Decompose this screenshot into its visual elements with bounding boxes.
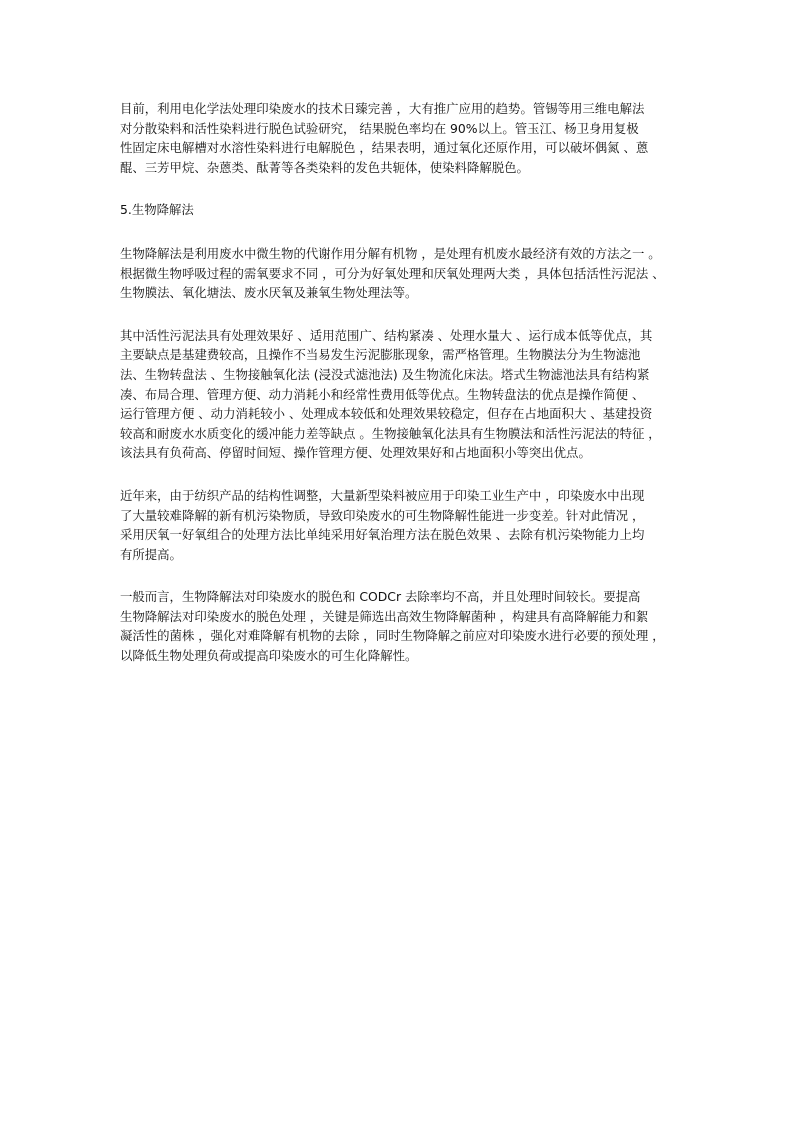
text-line: 近年来，由于纺织产品的结构性调整，大量新型染料被应用于印染工业生产中 ，印染废水中出现: [120, 487, 645, 503]
text-line: 了大量较难降解的新有机污染物质，导致印染废水的可生物降解性能进一步变差。针对此情况 ，: [120, 507, 645, 523]
text-line: 法、生物转盘法 、生物接触氧化法 (浸没式滤池法) 及生物流化床法。塔式生物滤池法具有结构紧: [120, 366, 650, 382]
text-line: 较高和耐废水水质变化的缓冲能力差等缺点 。生物接触氧化法具有生物膜法和活性污泥法的特征 ，: [120, 425, 661, 441]
text-line: 生物降解法对印染废水的脱色处理 ，关键是筛选出高效生物降解菌种 ，构建具有高降解能力和絮: [120, 608, 649, 624]
paragraph-electrochemical: [120, 99, 682, 177]
text-line: 其中活性污泥法具有处理效果好 、适用范围广、结构紧凑 、处理水量大 、运行成本低等优点，其: [120, 327, 653, 343]
text-line: 对分散染料和活性染料进行脱色试验研究， 结果脱色率均在 90%以上。管玉江、杨卫身用复极: [120, 120, 639, 136]
text-line: 该法具有负荷高、停留时间短、操作管理方便、处理效果好和占地面积小等突出优点。: [120, 445, 591, 461]
text-line: 有所提高。: [120, 546, 182, 562]
section-heading: 5.生物降解法: [120, 202, 194, 218]
paragraph-biodegradation-intro: [120, 244, 682, 303]
text-line: 醌、三芳甲烷、杂蒽类、酞菁等各类染料的发色共轭体，使染料降解脱色。: [120, 159, 529, 175]
text-line: 主要缺点是基建费较高，且操作不当易发生污泥膨胀现象，需严格管理。生物膜法分为生物滤池: [120, 347, 641, 363]
text-line: 运行管理方便 、动力消耗较小 、处理成本较低和处理效果较稳定，但存在占地面积大 、基建投资: [120, 406, 653, 422]
document-body: [120, 99, 682, 689]
paragraph-conclusion: [120, 587, 682, 665]
paragraph-recent-years: [120, 486, 682, 564]
text-line: 生物膜法、氧化塘法、废水厌氧及兼氧生物处理法等。: [120, 285, 418, 301]
text-line: 生物降解法是利用废水中微生物的代谢作用分解有机物 ，是处理有机废水最经济有效的方法之一 。: [120, 245, 661, 261]
text-line: 根据微生物呼吸过程的需氧要求不同 ，可分为好氧处理和厌氧处理两大类 ，具体包括活性污泥法 、: [120, 265, 665, 281]
text-line: 性固定床电解槽对水溶性染料进行电解脱色 ，结果表明，通过氧化还原作用，可以破坏偶氮 、蒽: [120, 140, 649, 156]
text-line: 凝活性的菌株 ，强化对难降解有机物的去除 ，同时生物降解之前应对印染废水进行必要的预处理 ，: [120, 628, 665, 644]
paragraph-activated-sludge: [120, 326, 682, 463]
text-line: 以降低生物处理负荷或提高印染废水的可生化降解性。: [120, 648, 418, 664]
text-line: 采用厌氧一好氧组合的处理方法比单纯采用好氧治理方法在脱色效果 、去除有机污染物能力上均: [120, 527, 645, 543]
text-line: 目前，利用电化学法处理印染废水的技术日臻完善 ，大有推广应用的趋势。管锡等用三维电解法: [120, 101, 645, 116]
text-line: 凑、布局合理、管理方便、动力消耗小和经常性费用低等优点。生物转盘法的优点是操作简便 、: [120, 386, 645, 402]
text-line: 一般而言，生物降解法对印染废水的脱色和 CODCr 去除率均不高，并且处理时间较长。要提高: [120, 589, 641, 605]
